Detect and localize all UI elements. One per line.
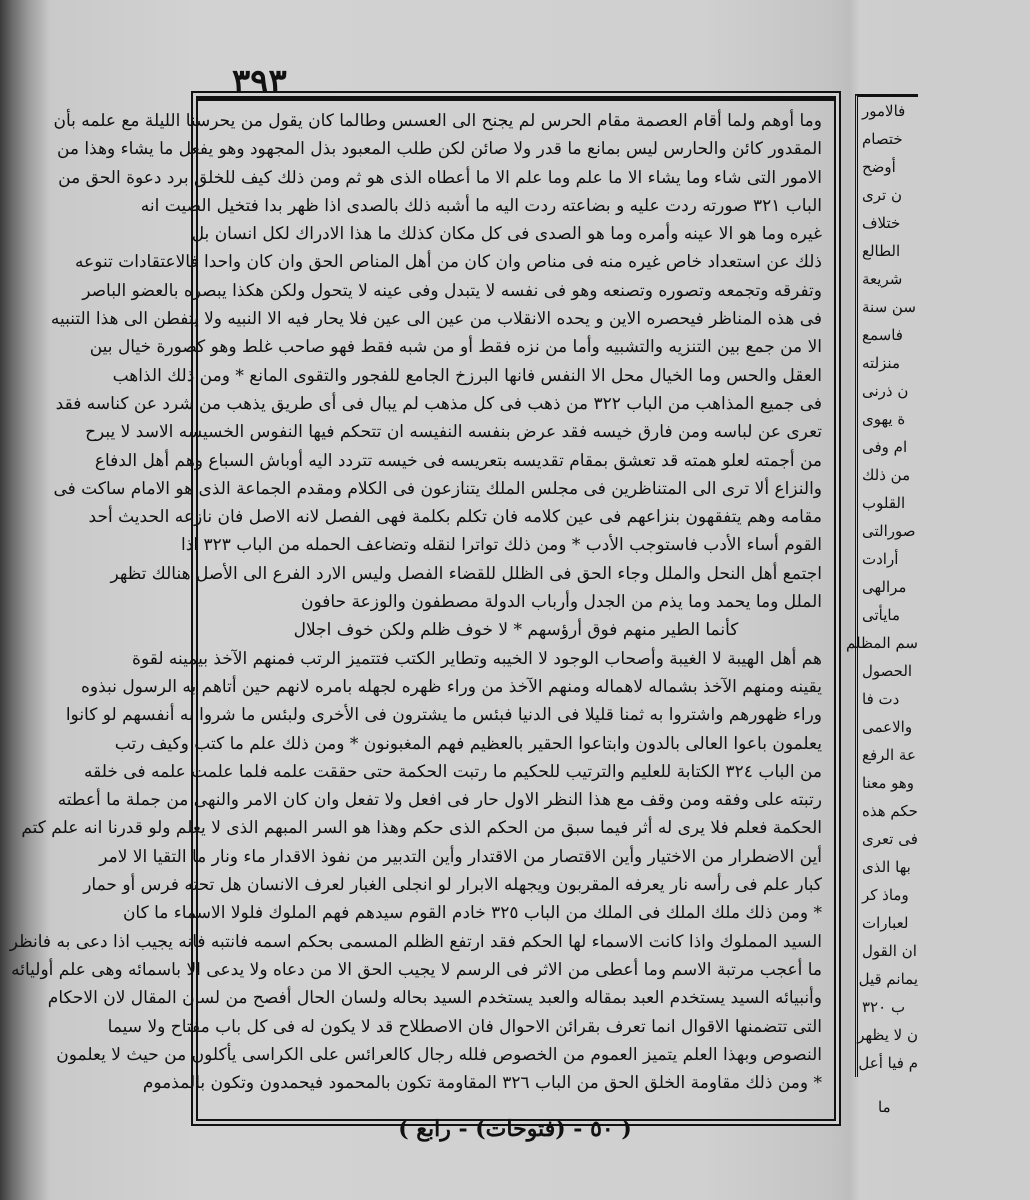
body-text (9, 107, 822, 1097)
text-line: * ومن ذلك مقاومة الخلق الحق من الباب ٣٢٦ المقاومة تكون بالمحمود فيحمدون وتكون بالمذموم (142, 1073, 822, 1094)
facing-page-line: سن سنة (862, 298, 916, 316)
text-line: التى تتضمنها الاقوال انما تعرف بقرائن الاحوال فان الاصطلاح قد لا يكون له فى كل باب مفتاح ولا سيما (107, 1016, 822, 1037)
text-line: تعرى عن لباسه ومن فارق خيسه فقد عرض بنفسه النفيسه ان تتحكم فيها النفوس الخسيسه الاسد لا يبرح (85, 422, 822, 443)
facing-page-line: ن ترى (862, 186, 902, 204)
facing-page-line: فالامور (862, 102, 906, 120)
text-line: يقينه ومنهم الآخذ بشماله لاهماله ومنهم الآخذ من وراء ظهره لجهله بامره لانهم حين أتاهم به الرسول نبذوه (81, 676, 822, 697)
facing-page-line: يمانم قيل (858, 970, 918, 988)
text-line: الامور التى شاء وما يشاء الا ما علم وما علم الا ما أعطاه الذى هو ثم ومن ذلك كيف للخلق برد دعوة الحق من (58, 167, 822, 188)
facing-page-line: ن لا يظهر (857, 1026, 918, 1044)
page-number: ٣٩٣ (232, 62, 287, 102)
text-line: كبار علم فى رأسه نار يعرفه المقربون ويجهله الابرار لو انجلى الغبار لعرف الانسان هل تحته فرس أو حمار (83, 875, 822, 896)
facing-page-line: وهو معنا (862, 774, 915, 792)
facing-page-line: ختصام (862, 130, 903, 148)
facing-page-line: مايأتى (862, 606, 901, 624)
facing-page-line: ختلاف (862, 214, 901, 232)
facing-page-line: حكم هذه (862, 802, 918, 820)
facing-page-line: مرالهى (862, 578, 907, 596)
facing-page-line: أوضح (862, 158, 896, 176)
text-line: فى جميع المذاهب من الباب ٣٢٢ من ذهب فى كل مذهب لم يبال فى أى طريق يذهب من شرد عن كناسه فقد (55, 393, 822, 414)
text-line: العقل والحس وما الخيال محل الا النفس فانها البرزخ الجامع للفجور والتقوى المانع * ومن ذلك الذاهب (112, 365, 822, 386)
facing-page-line: بها الذى (862, 858, 911, 876)
text-frame (9, 96, 836, 1121)
text-line: وراء ظهورهم واشتروا به ثمنا قليلا فى الدنيا فبئس ما يشترون فى الأخرى ولبئس ما شروا به أنفسهم لو كانوا (65, 705, 822, 726)
text-line: مقامه وهم يتفقهون بنزاعهم فى عين كلامه فان تكلم بكلمة فهى الفصل لانه الاصل فان نازعه الحديث أحد (88, 507, 822, 528)
text-line: رتبته على وفقه ومن وقف مع هذا النظر الاول حار فى افعل ولا تفعل وان كان الامر والنهى من جملة ما أعطته (57, 790, 822, 811)
facing-page-line: ة يهوى (862, 410, 906, 428)
text-line: أين الاضطرار من الاختيار وأين الاقتصار من الاقتدار وأين التدبير من نفوذ الاقدار ماء ونار ما التقيا الا لامر (99, 846, 822, 867)
facing-page-line: فى تعرى (862, 830, 918, 848)
facing-page-line: عة الرفع (862, 746, 916, 764)
text-line: وتفرقه وتجمعه وتصوره وتصنعه وهو فى نفسه لا يتبدل وفى عينه لا يتحول ولكن هكذا يبصره بالعضو الباصر (82, 280, 822, 301)
text-line: * ومن ذلك ملك الملك فى الملك من الباب ٣٢٥ خادم القوم سيدهم فهم الملوك فلولا الاسماء ما كان (122, 903, 822, 924)
text-line: المقدور كائن والحارس ليس بمانع ما قدر ولا صائن لكن طلب المعبود بذل المجهود وهو يفعل ما يشاء وهذا من (56, 139, 822, 160)
text-line: النصوص وبهذا العلم يتميز العموم من الخصوص فلله رجال كالعرائس على الكراسى يأكلون من حيث لا يعلمون (56, 1044, 822, 1065)
facing-page-line: لعبارات (862, 914, 909, 932)
text-line: وما أوهم ولما أقام العصمة مقام الحرس لم يجنح الى العسس وطالما كان يقول من يحرسنا الليلة مع علمه بأن (53, 111, 822, 131)
facing-page-line: صورالتى (862, 522, 916, 540)
facing-page-line: أرادت (862, 550, 899, 568)
text-line: الا من جمع بين التنزيه والتشبيه وأما من نزه فقط أو من شبه فقط فهو صاحب غلط وهو كصورة خيال بين (89, 337, 822, 358)
text-line: ذلك عن استعداد خاص غيره منه فى مناص وان كان من أهل المناص الحق وان كان واحدا فالاعتقادات تنوعه (74, 252, 822, 273)
facing-page-line: الطالع (862, 242, 901, 260)
facing-page-line: ان القول (862, 942, 917, 960)
facing-page-line: من ذلك (862, 466, 911, 484)
text-line: يعلمون باعوا العالى بالدون وابتاعوا الحقير بالعظيم فهم المغبونون * ومن ذلك علم ما كتب وكيف رتب (114, 733, 822, 754)
facing-page-line: شريعة (862, 270, 903, 288)
text-line: الباب ٣٢١ صورته ردت عليه و بضاعته ردت اليه ما أشبه ذلك بالصدى اذا ظهر بدا فتخيل الصيت انه (140, 195, 822, 216)
text-line: غيره وما هو الا عينه وأمره وما هو الصدى فى كل مكان كذلك ما هذا الادراك لكل انسان بل (191, 224, 822, 245)
facing-page-line: والاعمى (862, 718, 913, 736)
text-line: وأنبيائه السيد يستخدم العبد بمقاله والعبد يستخدم السيد بحاله ولسان الحال أفصح من لسان المقال لان الاحكام (47, 988, 822, 1009)
text-line: ما أعجب مرتبة الاسم وما أعطى من الاثر فى الرسم لا يجيب الحق الا من دعاه ولا يدعى الا باسمائه وهى علم أوليائه (11, 959, 822, 980)
page-footer: ( ٥٠ - (فتوحات) - رابع ) (398, 1116, 632, 1142)
facing-page-line: فاسمع (862, 326, 903, 344)
facing-page-strip (846, 94, 918, 1077)
facing-page-line: منزلته (862, 354, 900, 372)
facing-page-line: دت فا (862, 690, 900, 708)
text-line: من الباب ٣٢٤ الكتابة للعليم والترتيب للحكيم ما رتبت الحكمة حتى حققت علمه فلما علمت علمه فى خلقه (84, 761, 822, 782)
facing-page-line: الحصول (862, 662, 913, 680)
facing-page-line: سم المظلم (846, 634, 918, 652)
text-line: القوم أساء الأدب فاستوجب الأدب * ومن ذلك تواترا لنقله وتضاعف الحمله من الباب ٣٢٣ اذا (181, 535, 822, 556)
text-line: من أجمته لعلو همته قد تعشق بمقام تقديسه بتعريسه فى خيسه تتردد اليه أوباش السباع وهم أهل الدفاع (94, 450, 822, 471)
text-line: فى هذه المناظر فيحصره الاين و يحده الانقلاب من عين الى عين فلا يحار فيه الا النبيه ولا يتفطن الى هذا التنبيه (50, 309, 822, 330)
facing-page-line: ام وفى (862, 438, 908, 456)
facing-page-line: ن ذرنى (862, 382, 909, 400)
text-line: السيد المملوك واذا كانت الاسماء لها الحكم فقد ارتفع الظلم المسمى بحكم اسمه فانتبه فانه يجيب اذا دعى به فانظر (9, 931, 822, 952)
facing-page-line: وماذ كر (862, 886, 909, 904)
verse-line: كأنما الطير منهم فوق أرؤسهم * لا خوف ظلم ولكن خوف اجلال (293, 620, 739, 641)
text-line: والنزاع ألا ترى الى المتناظرين فى مجلس الملك يتنازعون فى الكلام ومقدم الجماعة الذى هو الامام ساكت فى (53, 478, 822, 499)
facing-page-line: القلوب (862, 494, 906, 512)
text-line: الحكمة فعلم فلا يرى له أثر فيما سبق من الحكم الذى حكم وهذا هو السر المبهم الذى لا يعلم ولو قدرنا انه علم كتم (21, 818, 822, 839)
text-line: اجتمع أهل النحل والملل وجاء الحق فى الظلل للقضاء الفصل وليس الارد الفرع الى الأصل هنالك تظهر (110, 563, 822, 584)
text-line: هم أهل الهيبة لا الغيبة وأصحاب الوجود لا الخيبه وتطاير الكتب فتتميز الرتب فمنهم الآخذ بيمينه لقوة (132, 648, 822, 669)
facing-page-tail: ما (878, 1098, 891, 1116)
text-line: الملل وما يحمد وما يذم من الجدل وأرباب الدولة مصطفون والوزعة حافون (301, 592, 822, 613)
facing-page-line: م فيا أعل (858, 1054, 918, 1072)
facing-page-line: ب ٣٢٠ (862, 998, 906, 1016)
